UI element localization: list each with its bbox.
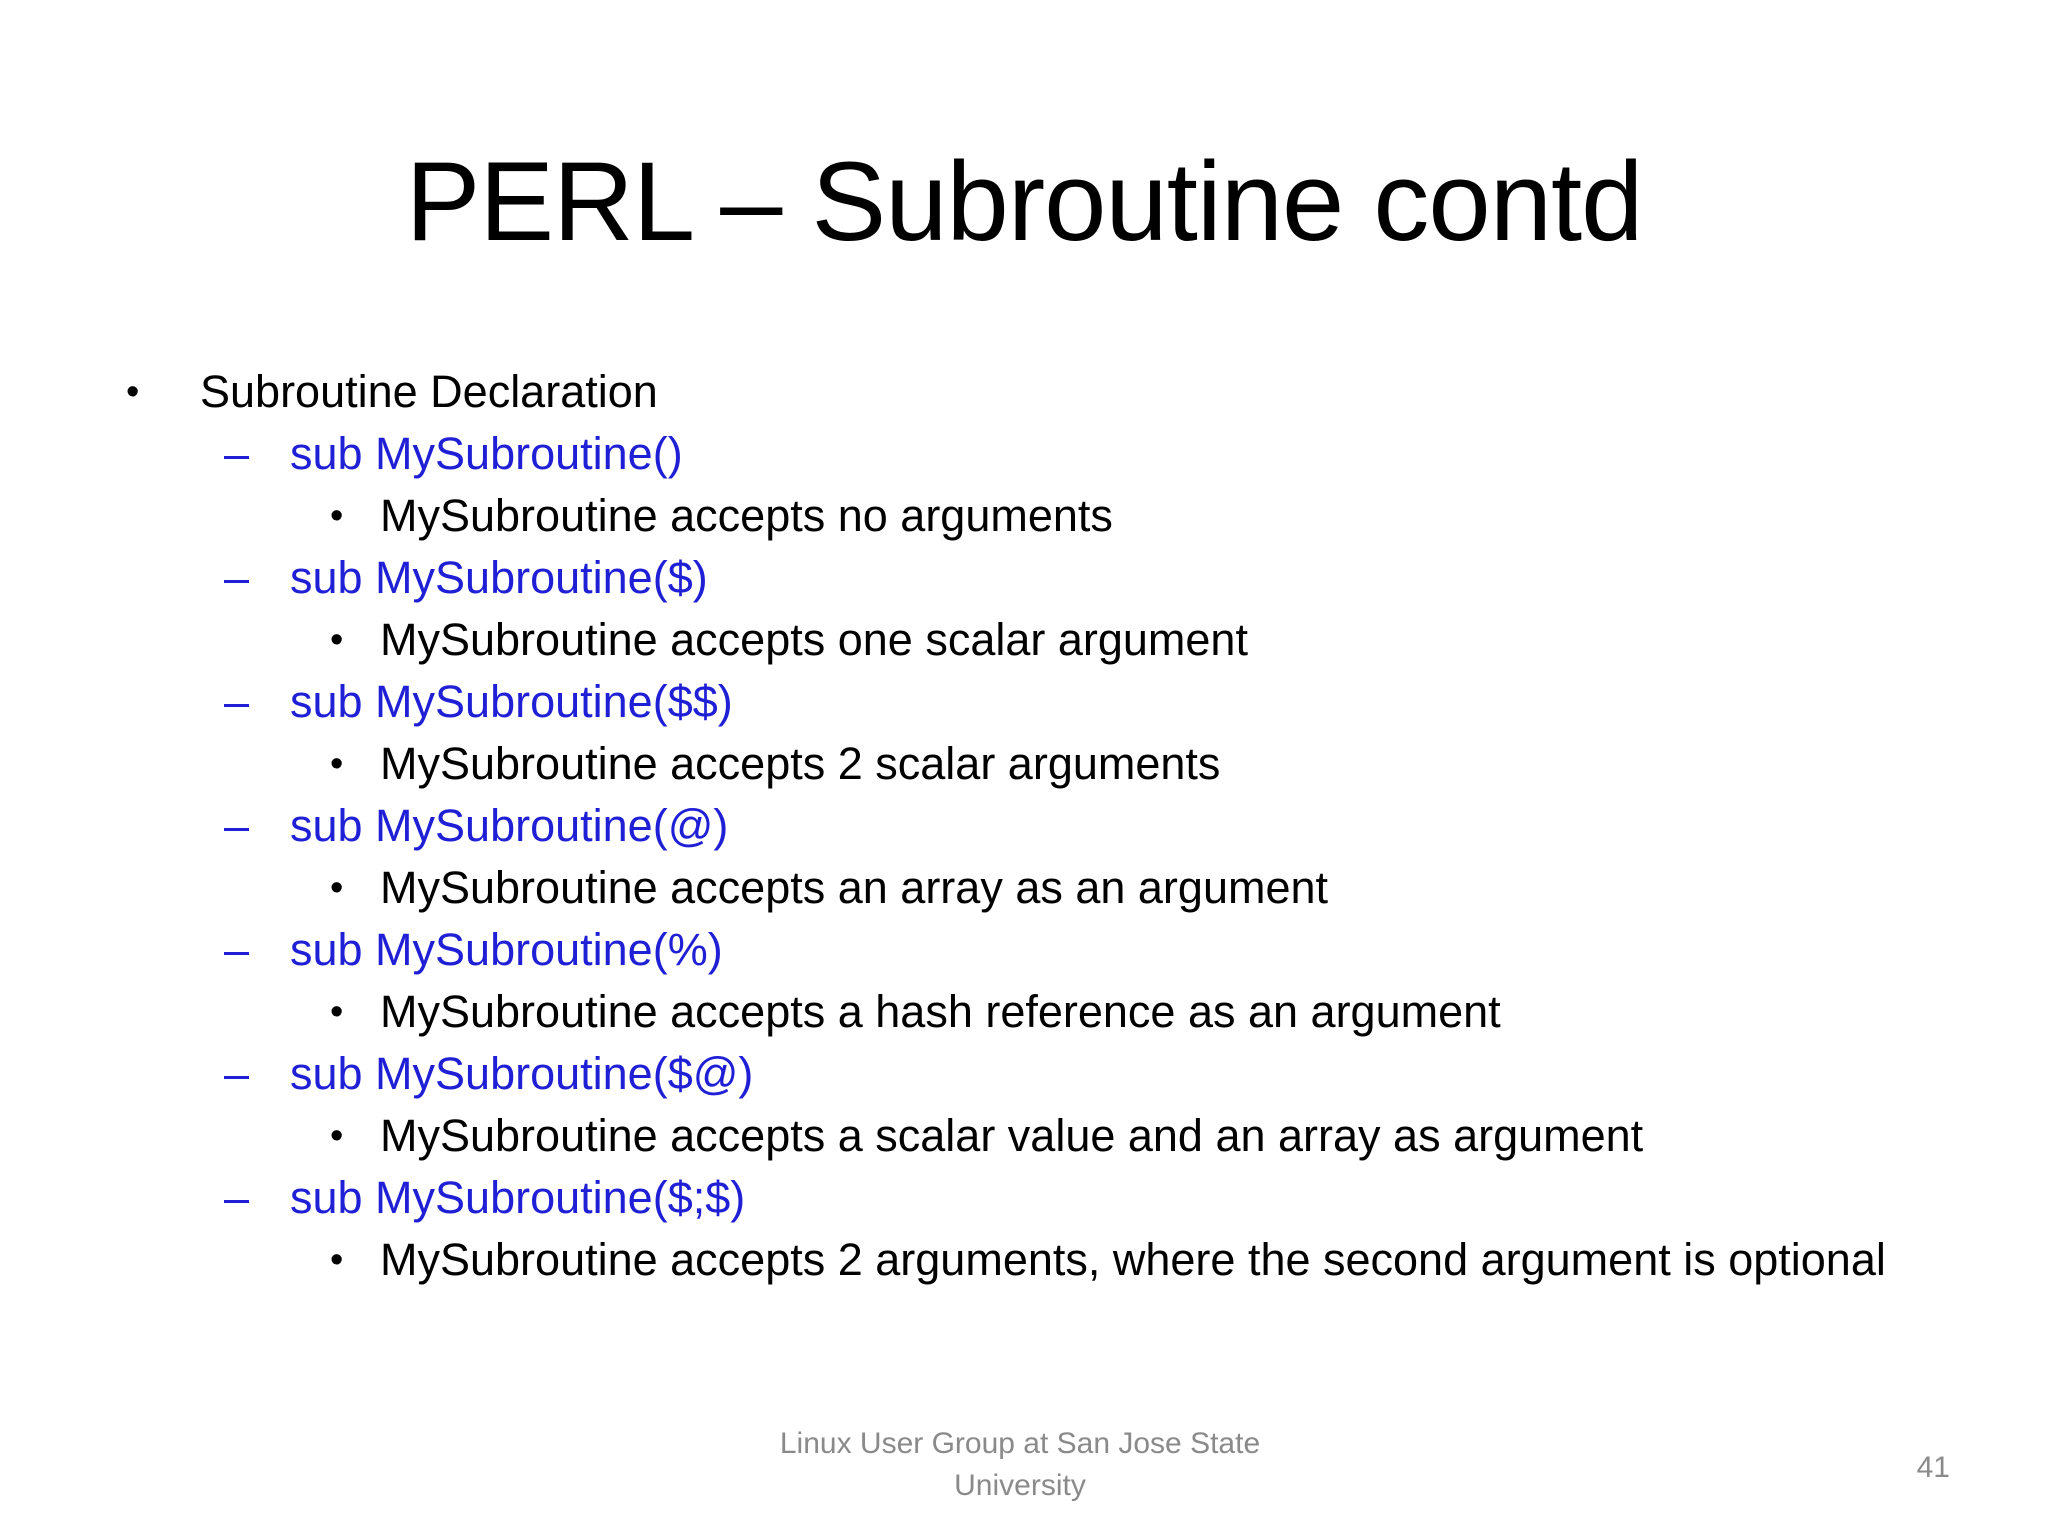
code-item [224, 426, 683, 482]
code-text: sub MySubroutine(@) [290, 800, 729, 851]
dash-marker: – [224, 676, 250, 727]
dash-marker: – [224, 800, 250, 851]
description-text: MySubroutine accepts 2 scalar arguments [380, 738, 1221, 789]
dash-marker: – [224, 1172, 250, 1223]
code-text: sub MySubroutine($;$) [290, 1172, 746, 1223]
description-text: MySubroutine accepts 2 arguments, where the second argument is optional [380, 1234, 1886, 1285]
description-item [330, 860, 1329, 916]
code-text: sub MySubroutine() [290, 428, 683, 479]
page-number: 41 [1916, 1451, 1950, 1484]
bullet-marker: • [330, 1239, 344, 1281]
dash-marker: – [224, 924, 250, 975]
description-item [330, 984, 1501, 1040]
description-item [330, 488, 1113, 544]
description-text: MySubroutine accepts an array as an argument [380, 862, 1329, 913]
code-item [224, 922, 723, 978]
code-item [224, 550, 708, 606]
description-item [330, 1234, 1920, 1285]
description-text: MySubroutine accepts one scalar argument [380, 614, 1248, 665]
bullet-marker: • [126, 371, 140, 413]
bullet-marker: • [330, 495, 344, 537]
description-text: MySubroutine accepts a hash reference as an argument [380, 986, 1501, 1037]
bullet-marker: • [330, 867, 344, 909]
heading-text: Subroutine Declaration [200, 366, 658, 417]
code-item [224, 1170, 746, 1226]
bullet-marker: • [330, 1115, 344, 1157]
bullet-heading [126, 364, 658, 420]
code-item [224, 1046, 754, 1102]
dash-marker: – [224, 428, 250, 479]
bullet-marker: • [330, 991, 344, 1033]
footer-text: Linux User Group at San Jose State University [779, 1427, 1261, 1502]
description-item [330, 612, 1248, 668]
description-item [330, 736, 1221, 792]
code-text: sub MySubroutine($@) [290, 1048, 754, 1099]
code-text: sub MySubroutine($) [290, 552, 708, 603]
description-text: MySubroutine accepts no arguments [380, 490, 1113, 541]
description-item [330, 1108, 1644, 1164]
code-item [224, 674, 733, 730]
description-text: MySubroutine accepts a scalar value and an array as argument [380, 1110, 1644, 1161]
code-text: sub MySubroutine(%) [290, 924, 723, 975]
bullet-marker: • [330, 743, 344, 785]
dash-marker: – [224, 1048, 250, 1099]
bullet-marker: • [330, 619, 344, 661]
code-text: sub MySubroutine($$) [290, 676, 733, 727]
slide-title: PERL – Subroutine contd [405, 139, 1643, 264]
code-item [224, 798, 729, 854]
dash-marker: – [224, 552, 250, 603]
